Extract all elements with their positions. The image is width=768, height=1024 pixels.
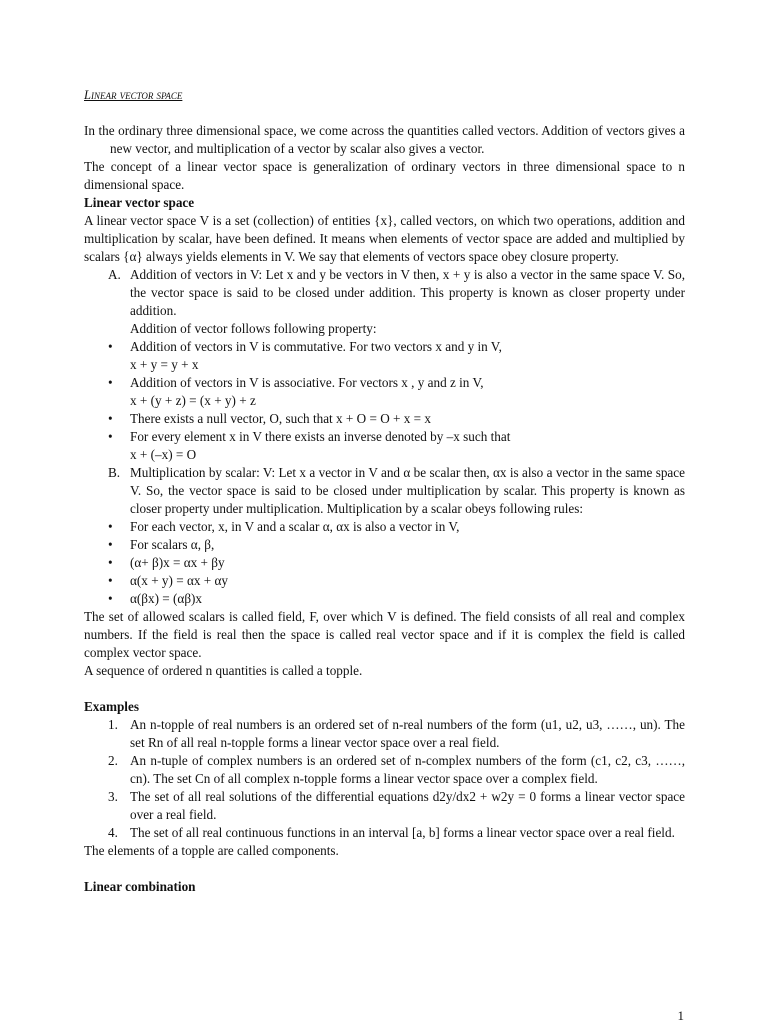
section-heading-linear-combination: Linear combination	[84, 879, 196, 894]
list-item-text: Addition of vector follows following property:	[130, 321, 377, 336]
bullet-text: For scalars α, β,	[130, 537, 215, 552]
bullet-formula: x + y = y + x	[130, 357, 199, 372]
bullet-item	[84, 590, 685, 608]
definition-paragraph: A linear vector space V is a set (collection) of entities {x}, called vectors, on which two operations, addition and multiplication by scalar, have been defined. It means when elements of vector space are added and multiplied by scalars {α} always yields elements in V. We say that elements of vectors space obey closure property.	[84, 213, 685, 264]
list-marker: A.	[108, 267, 121, 282]
components-paragraph: The elements of a topple are called components.	[84, 843, 339, 858]
example-text: The set of all real solutions of the differential equations d2y/dx2 + w2y = 0 forms a linear vector space over a real field.	[130, 789, 685, 822]
bullet-item	[84, 374, 685, 410]
bullet-icon: •	[108, 429, 113, 444]
list-marker: 3.	[108, 789, 118, 804]
list-item-b	[84, 464, 685, 518]
bullet-icon: •	[108, 375, 113, 390]
bullet-icon: •	[108, 339, 113, 354]
list-item-a	[84, 266, 685, 338]
intro-paragraph-1: In the ordinary three dimensional space, we come across the quantities called vectors. Addition of vectors gives a new vector, and multiplication of a vector by scalar also gives a vector.	[84, 123, 685, 156]
bullet-item	[84, 338, 685, 374]
page-number: 1	[677, 1008, 684, 1023]
bullet-formula: x + (–x) = O	[130, 447, 197, 462]
bullet-item	[84, 554, 685, 572]
topple-paragraph: A sequence of ordered n quantities is called a topple.	[84, 663, 363, 678]
bullet-text: There exists a null vector, O, such that x + O = O + x = x	[130, 411, 431, 426]
list-marker: 2.	[108, 753, 118, 768]
bullet-icon: •	[108, 573, 113, 588]
bullet-icon: •	[108, 519, 113, 534]
field-paragraph: The set of allowed scalars is called field, F, over which V is defined. The field consists of all real and complex numbers. If the field is real then the space is called real vector space and if it is complex the field is called complex vector space.	[84, 609, 685, 660]
example-item	[84, 788, 685, 824]
list-marker: 1.	[108, 717, 118, 732]
bullet-item	[84, 572, 685, 590]
spacer	[84, 680, 685, 698]
example-text: An n-topple of real numbers is an ordered set of n-real numbers of the form (u1, u2, u3, ……, un). The set Rn of all real n-topple forms a linear vector space over a real field.	[130, 717, 685, 750]
list-item-text: Multiplication by scalar: V: Let x a vector in V and α be scalar then, αx is also a vector in the same space V. So, the vector space is said to be closed under multiplication by scalar. This property is known as closer property under multiplication. Multiplication by a scalar obeys following rules:	[130, 465, 685, 516]
bullet-item	[84, 518, 685, 536]
section-heading-examples: Examples	[84, 699, 139, 714]
example-item	[84, 716, 685, 752]
bullet-text: Addition of vectors in V is associative. For vectors x , y and z in V,	[130, 375, 484, 390]
bullet-item	[84, 410, 685, 428]
bullet-formula: x + (y + z) = (x + y) + z	[130, 393, 256, 408]
section-heading-linear-vector-space: Linear vector space	[84, 195, 195, 210]
bullet-icon: •	[108, 411, 113, 426]
list-marker: B.	[108, 465, 121, 480]
bullet-item	[84, 428, 685, 464]
bullet-item	[84, 536, 685, 554]
bullet-icon: •	[108, 537, 113, 552]
bullet-icon: •	[108, 591, 113, 606]
example-item	[84, 824, 685, 842]
list-item-text: Addition of vectors in V: Let x and y be vectors in V then, x + y is also a vector in the same space V. So, the vector space is said to be closed under addition. This property is known as closer property under addition.	[130, 267, 685, 318]
example-text: An n-tuple of complex numbers is an ordered set of n-complex numbers of the form (c1, c2, c3, ……, cn). The set Cn of all complex n-topple forms a linear vector space over a complex field.	[130, 753, 685, 786]
bullet-formula: α(βx) = (αβ)x	[130, 591, 203, 606]
document-page	[84, 86, 685, 896]
bullet-formula: (α+ β)x = αx + βy	[130, 555, 225, 570]
example-item	[84, 752, 685, 788]
bullet-text: For every element x in V there exists an inverse denoted by –x such that	[130, 429, 511, 444]
bullet-text: Addition of vectors in V is commutative. For two vectors x and y in V,	[130, 339, 502, 354]
example-text: The set of all real continuous functions in an interval [a, b] forms a linear vector space over a real field.	[130, 825, 675, 840]
bullet-text: For each vector, x, in V and a scalar α, αx is also a vector in V,	[130, 519, 460, 534]
page-title: Linear vector space	[84, 88, 183, 102]
intro-paragraph-2: The concept of a linear vector space is generalization of ordinary vectors in three dimensional space to n dimensional space.	[84, 159, 685, 192]
bullet-icon: •	[108, 555, 113, 570]
spacer	[84, 860, 685, 878]
bullet-formula: α(x + y) = αx + αy	[130, 573, 228, 588]
list-marker: 4.	[108, 825, 118, 840]
